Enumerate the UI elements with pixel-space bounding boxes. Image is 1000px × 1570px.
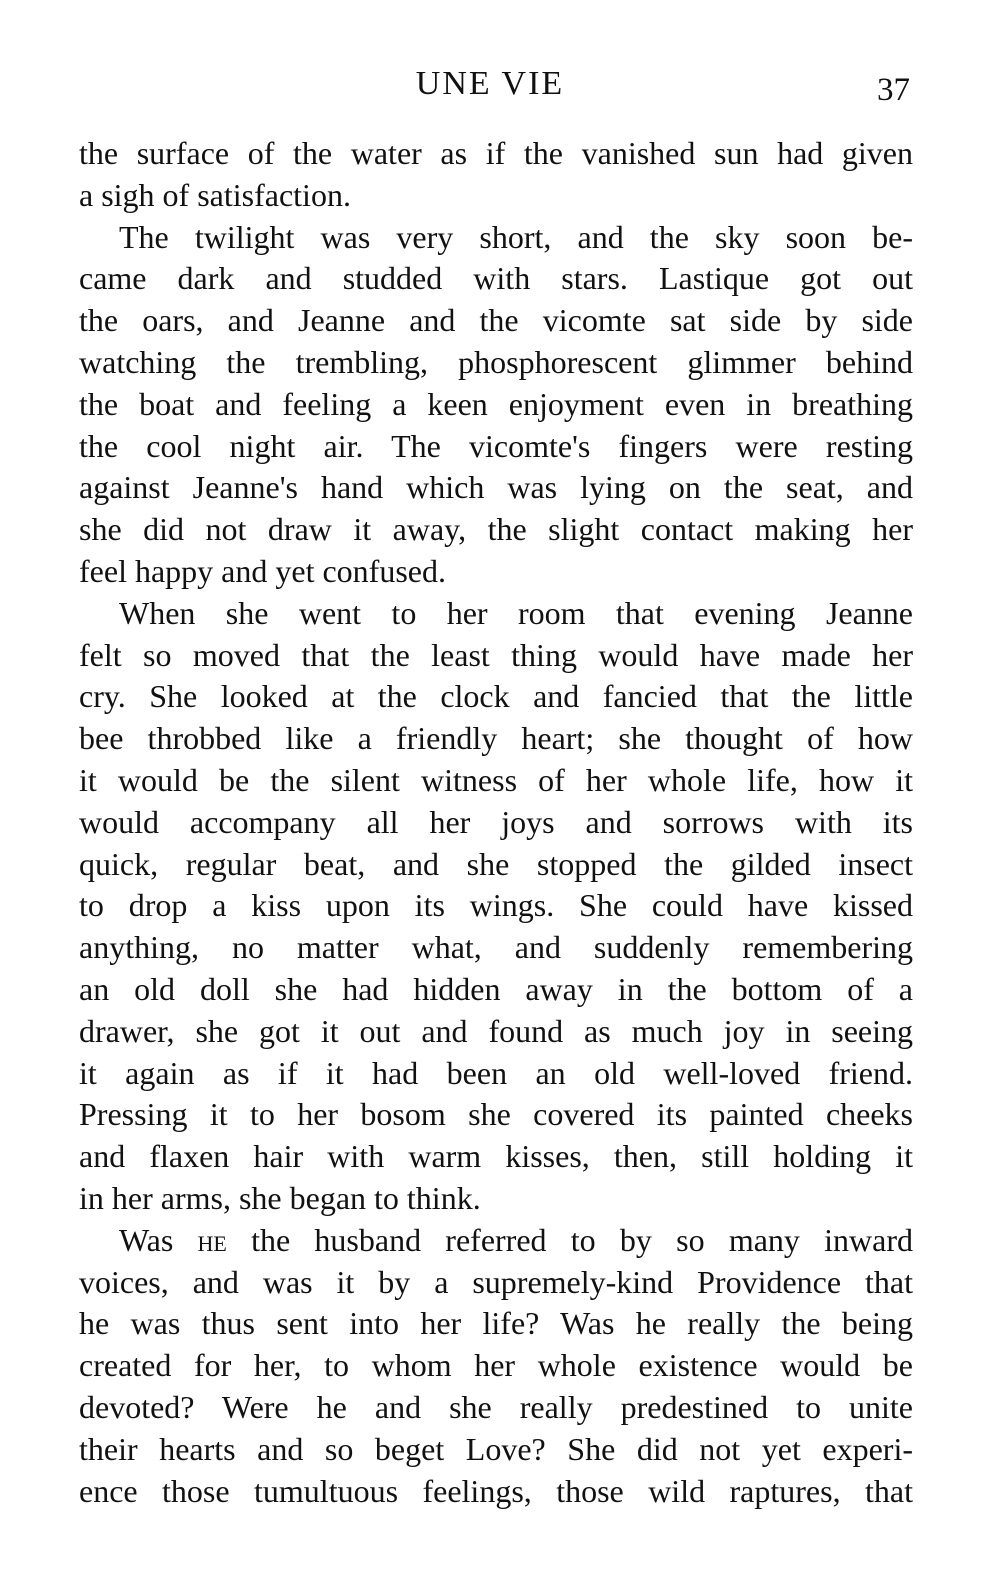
text-line: it again as if it had been an old well-loved friend. <box>79 1054 913 1091</box>
text-line: he was thus sent into her life? Was he really the being <box>79 1305 913 1342</box>
text-line: an old doll she had hidden away in the bottom of a <box>79 970 913 1007</box>
text-line: the surface of the water as if the vanished sun had given <box>79 135 913 171</box>
running-title: UNE VIE <box>415 65 565 102</box>
text-line: came dark and studded with stars. Lastique got out <box>79 260 913 297</box>
text-line: in her arms, she began to think. <box>79 1179 481 1216</box>
text-line: a sigh of satisfaction. <box>79 176 351 213</box>
text-line <box>79 1220 913 1262</box>
text-line: the oars, and Jeanne and the vicomte sat side by side <box>79 302 913 339</box>
paragraph <box>79 1220 913 1513</box>
text-line: against Jeanne's hand which was lying on the seat, and <box>79 469 913 506</box>
text-line: felt so moved that the least thing would have made her <box>79 636 913 673</box>
text-line: the boat and feeling a keen enjoyment even in breathing <box>79 385 913 422</box>
paragraph <box>79 133 913 217</box>
text-line: When she went to her room that evening Jeanne <box>119 594 913 631</box>
text-line: and flaxen hair with warm kisses, then, still holding it <box>79 1138 913 1175</box>
text-line: created for her, to whom her whole existence would be <box>79 1347 913 1384</box>
text-line: watching the trembling, phosphorescent glimmer behind <box>79 343 913 380</box>
text-line: voices, and was it by a supremely-kind Providence that <box>79 1263 913 1300</box>
body-text <box>79 133 913 1512</box>
smallcaps-pronoun: he <box>197 1221 227 1258</box>
text-line: quick, regular beat, and she stopped the gilded insect <box>79 845 913 882</box>
text-line: bee throbbed like a friendly heart; she thought of how <box>79 720 913 757</box>
text-line: would accompany all her joys and sorrows with its <box>79 803 913 840</box>
text-line: feel happy and yet confused. <box>79 552 446 589</box>
text-fragment: Was <box>119 1221 198 1258</box>
text-fragment: the husband referred to by so many inward <box>226 1221 914 1258</box>
text-line: drawer, she got it out and found as much joy in seeing <box>79 1012 913 1049</box>
text-line: the cool night air. The vicomte's fingers were resting <box>79 427 913 464</box>
text-line: cry. She looked at the clock and fancied that the little <box>79 678 913 715</box>
text-line: The twilight was very short, and the sky soon be- <box>119 218 913 255</box>
text-line: their hearts and so beget Love? She did not yet experi- <box>79 1430 913 1467</box>
text-line: devoted? Were he and she really predestined to unite <box>79 1388 913 1425</box>
paragraph <box>79 593 913 1220</box>
text-line: anything, no matter what, and suddenly remembering <box>79 929 913 966</box>
text-line: she did not draw it away, the slight contact making her <box>79 511 913 548</box>
page-number: 37 <box>877 72 910 108</box>
text-line: to drop a kiss upon its wings. She could have kissed <box>79 887 913 924</box>
paragraph <box>79 217 913 593</box>
text-line: Pressing it to her bosom she covered its painted cheeks <box>79 1096 913 1133</box>
text-line: it would be the silent witness of her whole life, how it <box>79 761 913 798</box>
running-header <box>0 64 1000 108</box>
text-line: ence those tumultuous feelings, those wild raptures, that <box>79 1472 913 1509</box>
